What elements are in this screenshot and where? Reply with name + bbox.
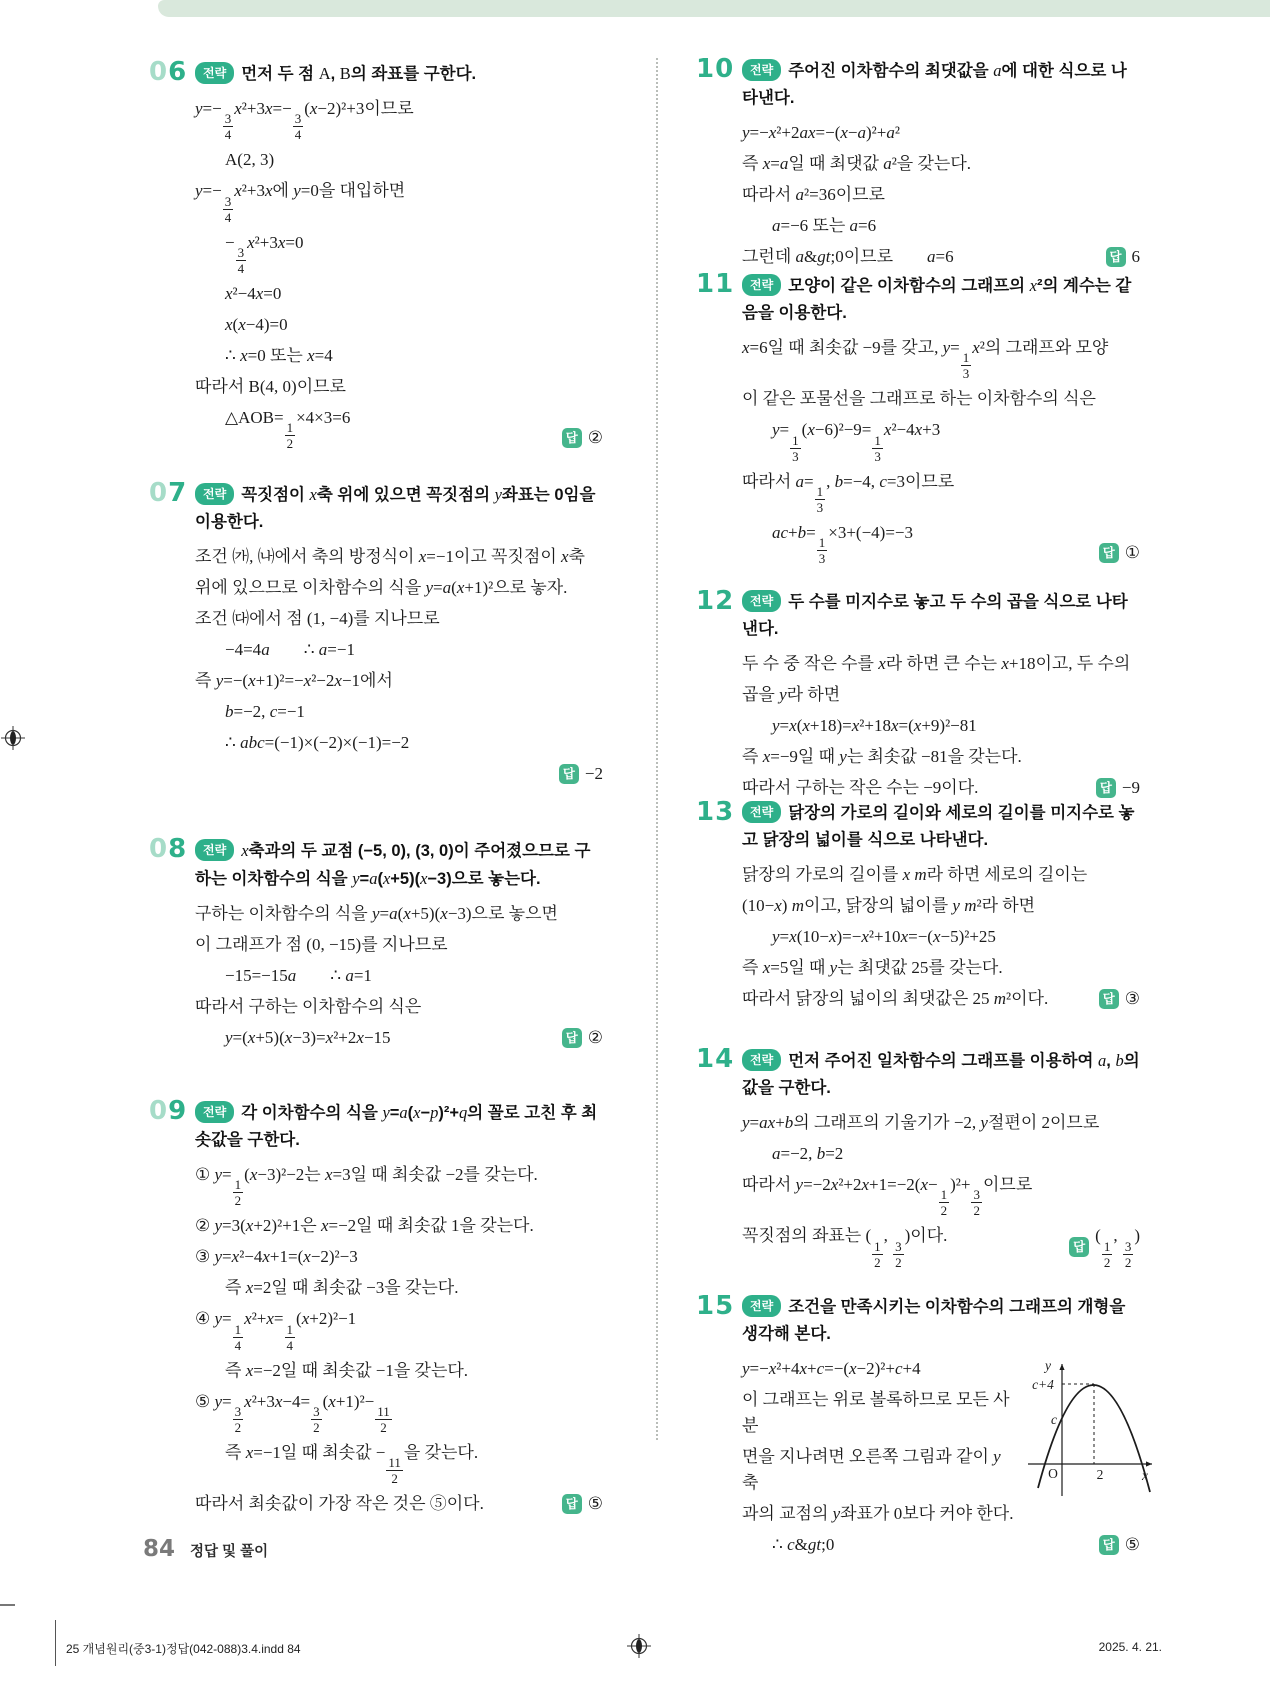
- solution-line: 과의 교점의 y좌표가 0보다 커야 한다.: [742, 1504, 1014, 1523]
- problem-number: 13: [696, 797, 735, 827]
- fraction: $\frac{1}{2}$: [874, 1238, 881, 1270]
- solution-line: 이 같은 포물선을 그래프로 하는 이차함수의 식은: [742, 389, 1096, 409]
- graph-yintercept-label: c: [1051, 1412, 1057, 1427]
- fraction: $\frac{1}{2}$: [1103, 1238, 1111, 1270]
- solution-line: ③ y=x²−4x+1=(x−2)²−3: [195, 1247, 358, 1267]
- solution-line: [195, 761, 603, 787]
- fraction: $\frac{1}{3}$: [792, 432, 799, 464]
- solution-body: [742, 1110, 1140, 1270]
- answer-value: ③: [1124, 989, 1140, 1008]
- solution-line: 즉 x=5일 때 y는 최댓값 25를 갖는다.: [742, 958, 1003, 977]
- solution-line: ④ y= $\frac{1}{4}$ x²+x= $\frac{1}{4}$ (x+2)²−1: [195, 1309, 357, 1353]
- strategy-badge: 전략: [742, 801, 781, 823]
- graph-ylabel: y: [1045, 1358, 1051, 1373]
- x-axis-arrow: [1146, 1461, 1152, 1466]
- answer-value: ⑤: [1124, 1535, 1140, 1554]
- solution-line: ② y=3(x+2)²+1은 x=−2일 때 최솟값 1을 갖는다.: [195, 1216, 534, 1236]
- fraction: $\frac{3}{2}$: [973, 1187, 980, 1219]
- problem-header: [696, 586, 1140, 643]
- solution-line: ∴ c&gt;0 답 ⑤: [742, 1532, 1140, 1558]
- parabola-graph: [1024, 1356, 1156, 1506]
- solution-line: y=x(x+18)=x²+18x=(x+9)²−81: [772, 716, 977, 735]
- problem-header: [149, 1096, 603, 1154]
- solution-line: y=− $\frac{3}{4}$ x²+3x에 y=0을 대입하면: [195, 181, 406, 225]
- solution-body: [742, 651, 1140, 801]
- fraction: $\frac{3}{2}$: [234, 1404, 242, 1436]
- page-footer: [143, 1536, 268, 1562]
- answer-badge: 답: [1096, 778, 1116, 798]
- strategy-badge: 전략: [195, 839, 234, 861]
- answer-badge: 답: [1099, 543, 1119, 563]
- solution-line: x=6일 때 최솟값 −9를 갖고, y= $\frac{1}{3}$ x²의 그래프와 모양: [742, 338, 1109, 382]
- problem-07: [149, 478, 603, 792]
- problem-number: 12: [696, 586, 735, 616]
- registration-mark-icon: [1, 726, 25, 750]
- solution-line: a=−6 또는 a=6: [772, 216, 877, 235]
- problem-14: [696, 1044, 1140, 1275]
- solution-line: y= $\frac{1}{3}$ (x−6)²−9= $\frac{1}{3}$ x²−4x+3: [772, 420, 941, 464]
- solution-line: 그런데 a&gt;0이므로 a=6 답 6: [742, 244, 1140, 270]
- solution-body: [742, 335, 1140, 566]
- fraction: $\frac{1}{4}$: [234, 1321, 242, 1353]
- strategy-text: 먼저 두 점 A, B의 좌표를 구한다.: [241, 64, 477, 83]
- solution-line: ⑤ y= $\frac{3}{2}$ x²+3x−4= $\frac{3}{2}$ (x+1)²− $\frac{11}{2}$: [195, 1391, 390, 1436]
- fraction: $\frac{3}{4}$: [224, 111, 232, 143]
- answer-value: −2: [584, 764, 603, 783]
- solution-line: 즉 x=−9일 때 y는 최솟값 −81을 갖는다.: [742, 747, 1022, 766]
- problem-06: [149, 57, 603, 456]
- solution-line: 따라서 a²=36이므로: [742, 185, 885, 204]
- registration-mark-icon: [627, 1634, 651, 1658]
- problem-number: 15: [696, 1291, 735, 1321]
- problem-10: [696, 54, 1140, 275]
- strategy-badge: 전략: [742, 1049, 781, 1071]
- solution-line: 닭장의 가로의 길이를 x m라 하면 세로의 길이는: [742, 865, 1088, 884]
- solution-line: −15=−15a ∴ a=1: [225, 966, 372, 985]
- fraction: $\frac{3}{2}$: [313, 1404, 320, 1436]
- answer-value: ⑤: [587, 1494, 603, 1514]
- strategy-text: 모양이 같은 이차함수의 그래프의 x²의 계수는 같음을 이용한다.: [742, 276, 1132, 322]
- fraction: $\frac{3}{2}$: [895, 1238, 902, 1270]
- solution-line: (10−x) m이고, 닭장의 넓이를 y m²라 하면: [742, 896, 1036, 915]
- solution-line: 위에 있으므로 이차함수의 식을 y=a(x+1)²으로 놓자.: [195, 578, 568, 597]
- solution-line: a=−2, b=2: [772, 1144, 844, 1163]
- page-number: 84: [143, 1536, 176, 1562]
- crop-mark: [0, 1604, 15, 1606]
- solution-line: 즉 y=−(x+1)²=−x²−2x−1에서: [195, 671, 393, 690]
- solution-line: 조건 ㈎, ㈏에서 축의 방정식이 x=−1이고 꼭짓점이 x축: [195, 547, 585, 566]
- fraction: $\frac{1}{3}$: [962, 350, 970, 382]
- problem-12: [696, 586, 1140, 806]
- answer-badge: 답: [1099, 1535, 1119, 1555]
- fraction: $\frac{1}{4}$: [286, 1321, 294, 1353]
- solution-line: △AOB= $\frac{1}{2}$ ×4×3=6 답 ②: [225, 408, 603, 452]
- strategy-badge: 전략: [742, 274, 781, 296]
- answer-badge: 답: [1099, 989, 1119, 1009]
- solution-body: [195, 1162, 603, 1517]
- strategy-text: 닭장의 가로의 길이와 세로의 길이를 미지수로 놓고 닭장의 넓이를 식으로 나타낸다.: [742, 804, 1135, 849]
- strategy-badge: 전략: [742, 590, 781, 612]
- solution-body: [195, 544, 603, 787]
- answer-value: ②: [587, 1028, 603, 1047]
- problem-header: [696, 54, 1140, 112]
- solution-line: b=−2, c=−1: [225, 702, 305, 721]
- problem-header: [149, 57, 603, 88]
- solution-line: 즉 x=2일 때 최솟값 −3을 갖는다.: [225, 1278, 459, 1298]
- strategy-text: 먼저 주어진 일차함수의 그래프를 이용하여 a, b의 값을 구한다.: [742, 1051, 1140, 1097]
- solution-line: y=(x+5)(x−3)=x²+2x−15 답 ②: [195, 1025, 603, 1051]
- strategy-text: 꼭짓점이 x축 위에 있으면 꼭짓점의 y좌표는 0임을 이용한다.: [195, 485, 596, 531]
- problem-number: 14: [696, 1044, 735, 1074]
- answer-badge: 답: [1069, 1237, 1089, 1257]
- solution-line: y=−x²+2ax=−(x−a)²+a²: [742, 123, 900, 142]
- solution-line: 따라서 a= $\frac{1}{3}$ , b=−4, c=3이므로: [742, 471, 955, 516]
- solution-line: 따라서 최솟값이 가장 작은 것은 ⑤이다. 답 ⑤: [195, 1491, 603, 1517]
- answer-badge: 답: [562, 1028, 582, 1048]
- answer-value: ②: [587, 428, 603, 448]
- graph-ymax-label: c+4: [1032, 1377, 1054, 1392]
- column-divider: [656, 58, 658, 1440]
- problem-number: 07: [149, 478, 188, 508]
- solution-body: [742, 120, 1140, 270]
- header-bar: [158, 0, 1270, 17]
- problem-number: 06: [149, 57, 188, 87]
- fraction: $\frac{1}{3}$: [874, 432, 881, 464]
- answer: [1099, 540, 1140, 566]
- answer: [562, 1025, 603, 1051]
- solution-line: ∴ x=0 또는 x=4: [225, 346, 333, 366]
- problem-11: [696, 269, 1140, 571]
- answer-value: −9: [1121, 778, 1140, 797]
- solution-line: 따라서 y=−2x²+2x+1=−2(x− $\frac{1}{2}$ )²+ $\frac{3}{2}$ 이므로: [742, 1175, 1033, 1219]
- solution-line: ① y= $\frac{1}{2}$ (x−3)²−2는 x=3일 때 최솟값 −2를 갖는다.: [195, 1165, 538, 1209]
- problem-15: [696, 1291, 1148, 1563]
- problem-header: [696, 1291, 1140, 1348]
- solution-line: A(2, 3): [225, 150, 275, 170]
- fraction: $\frac{3}{4}$: [294, 111, 302, 143]
- problem-header: [149, 478, 603, 536]
- solution-line: 두 수 중 작은 수를 x라 하면 큰 수는 x+18이고, 두 수의: [742, 654, 1131, 673]
- solution-line: y=− $\frac{3}{4}$ x²+3x=− $\frac{3}{4}$ (x−2)²+3이므로: [195, 99, 414, 143]
- solution-line: − $\frac{3}{4}$ x²+3x=0: [225, 232, 304, 277]
- solution-line: 즉 x=−1일 때 최솟값 − $\frac{11}{2}$ 을 갖는다.: [225, 1443, 479, 1487]
- solution-line: 따라서 닭장의 넓이의 최댓값은 25 m²이다. 답 ③: [742, 986, 1140, 1012]
- problem-number: 08: [149, 834, 188, 864]
- solution-line: 구하는 이차함수의 식을 y=a(x+5)(x−3)으로 놓으면: [195, 904, 558, 923]
- y-axis-arrow: [1059, 1364, 1064, 1370]
- crop-mark-line: [55, 1620, 56, 1666]
- fraction: $\frac{1}{3}$: [818, 535, 826, 567]
- solution-body: [195, 901, 603, 1051]
- strategy-text: 조건을 만족시키는 이차함수의 그래프의 개형을 생각해 본다.: [742, 1298, 1126, 1343]
- answer: [562, 1491, 603, 1517]
- fraction: $\frac{1}{3}$: [816, 484, 824, 516]
- problem-header: [696, 1044, 1140, 1102]
- fraction: $\frac{1}{2}$: [286, 420, 294, 452]
- solution-line: ac+b= $\frac{1}{3}$ ×3+(−4)=−3 답 ①: [772, 523, 1140, 567]
- answer: [1096, 775, 1140, 801]
- fraction: $\frac{3}{4}$: [237, 245, 245, 277]
- answer: [559, 761, 603, 787]
- problem-number: 09: [149, 1096, 188, 1126]
- answer-badge: 답: [1106, 247, 1126, 267]
- problem-header: [149, 834, 603, 893]
- fraction: $\frac{11}{2}$: [377, 1404, 390, 1436]
- solution-line: 꼭짓점의 좌표는 ( $\frac{1}{2}$ , $\frac{3}{2}$ )이다. 답 ( $\frac{1}{2}$ , $\frac{3}{2}$ ): [742, 1223, 1140, 1269]
- solution-line: 따라서 B(4, 0)이므로: [195, 377, 346, 397]
- solution-line: 조건 ㈐에서 점 (1, −4)를 지나므로: [195, 609, 440, 628]
- solution-line: x(x−4)=0: [225, 315, 288, 335]
- print-file-info: 25 개념원리(중3-1)정답(042-088)3.4.indd 84: [66, 1642, 301, 1656]
- solution-line: 이 그래프가 점 (0, −15)를 지나므로: [195, 935, 448, 954]
- answer-value: 6: [1131, 247, 1140, 266]
- solution-line: ∴ abc=(−1)×(−2)×(−1)=−2: [225, 733, 410, 752]
- solution-body: [195, 96, 603, 451]
- problem-header: [696, 797, 1140, 854]
- solution-line: 면을 지나려면 오른쪽 그림과 같이 y축: [742, 1447, 1001, 1492]
- solution-line: 따라서 구하는 이차함수의 식은: [195, 997, 422, 1016]
- problem-number: 10: [696, 54, 735, 84]
- answer: [1099, 986, 1140, 1012]
- solution-line: y=ax+b의 그래프의 기울기가 −2, y절편이 2이므로: [742, 1113, 1100, 1132]
- answer: [1106, 244, 1141, 270]
- problem-09: [149, 1096, 603, 1522]
- fraction: $\frac{3}{2}$: [1124, 1238, 1132, 1270]
- problem-13: [696, 797, 1140, 1017]
- parabola-graph-svg: [1024, 1356, 1156, 1506]
- solution-line: 즉 x=a일 때 최댓값 a²을 갖는다.: [742, 154, 971, 173]
- answer-value: ( $\frac{1}{2}$ , $\frac{3}{2}$ ): [1095, 1226, 1140, 1270]
- strategy-text: 각 이차함수의 식을 y=a(x−p)²+q의 꼴로 고친 후 최솟값을 구한다.: [195, 1103, 598, 1149]
- solution-line: y=x(10−x)=−x²+10x=−(x−5)²+25: [772, 927, 996, 946]
- strategy-text: 주어진 이차함수의 최댓값을 a에 대한 식으로 나타낸다.: [742, 61, 1127, 107]
- answer: [562, 425, 603, 451]
- graph-xlabel: x: [1142, 1468, 1148, 1483]
- solution-line: 따라서 구하는 작은 수는 −9이다. 답 −9: [742, 775, 1140, 801]
- strategy-badge: 전략: [742, 1295, 781, 1317]
- solution-line: 곱을 y라 하면: [742, 685, 841, 704]
- answer: [1069, 1223, 1140, 1269]
- answer-badge: 답: [562, 1494, 582, 1514]
- fraction: $\frac{1}{2}$: [940, 1187, 948, 1219]
- answer: [1099, 1532, 1140, 1558]
- problem-number: 11: [696, 269, 735, 299]
- graph-origin-label: O: [1048, 1466, 1058, 1481]
- strategy-badge: 전략: [195, 62, 234, 84]
- strategy-badge: 전략: [742, 59, 781, 81]
- fraction: $\frac{3}{4}$: [224, 193, 232, 225]
- solution-line: x²−4x=0: [225, 284, 282, 304]
- strategy-text: 두 수를 미지수로 놓고 두 수의 곱을 식으로 나타낸다.: [742, 593, 1128, 638]
- fraction: $\frac{11}{2}$: [388, 1455, 401, 1487]
- solution-line: −4=4a ∴ a=−1: [225, 640, 355, 659]
- fraction: $\frac{1}{2}$: [234, 1177, 242, 1209]
- problem-08: [149, 834, 603, 1056]
- answer-badge: 답: [559, 764, 579, 784]
- strategy-badge: 전략: [195, 483, 234, 505]
- solution-body: [742, 862, 1140, 1012]
- section-title: 정답 및 풀이: [190, 1544, 269, 1560]
- strategy-text: x축과의 두 교점 (−5, 0), (3, 0)이 주어졌으므로 구하는 이차함수의 식을 y=a(x+5)(x−3)으로 놓는다.: [195, 841, 591, 888]
- solution-line: 이 그래프는 위로 볼록하므로 모든 사분: [742, 1390, 1010, 1435]
- print-date: 2025. 4. 21.: [1098, 1640, 1162, 1654]
- strategy-badge: 전략: [195, 1101, 234, 1123]
- answer-badge: 답: [562, 428, 582, 448]
- problem-header: [696, 269, 1140, 327]
- solution-line: y=−x²+4x+c=−(x−2)²+c+4: [742, 1359, 921, 1378]
- graph-xtick-label: 2: [1096, 1467, 1104, 1482]
- solution-line: 즉 x=−2일 때 최솟값 −1을 갖는다.: [225, 1360, 469, 1380]
- answer-value: ①: [1124, 543, 1140, 563]
